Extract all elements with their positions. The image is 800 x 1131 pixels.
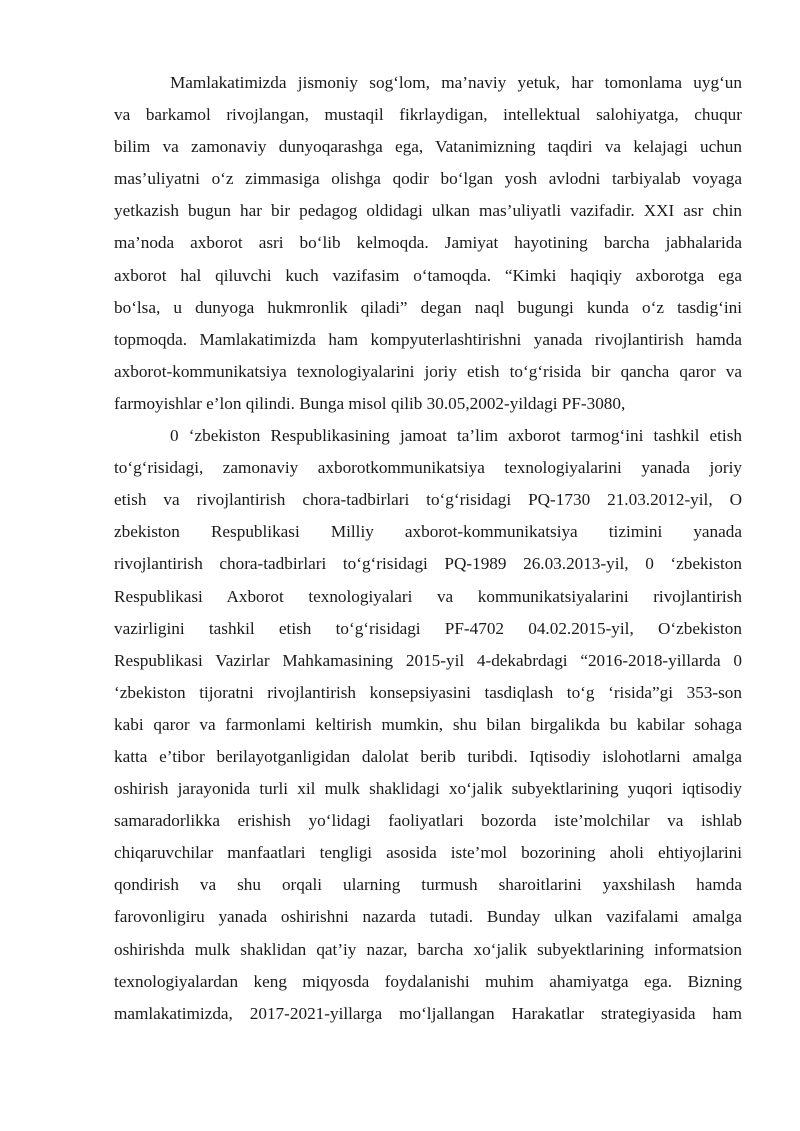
- text-line: ‘zbekiston tijoratni rivojlantirish konsepsiyasini tasdiqlash to‘g ‘risida”gi 353-son: [114, 682, 742, 702]
- text-line: qondirish va shu orqali ularning turmush sharoitlarini yaxshilash hamda: [114, 875, 742, 895]
- text-line: 0 ‘zbekiston Respublikasining jamoat ta’lim axborot tarmog‘ini tashkil etish: [170, 426, 742, 446]
- text-line: samaradorlikka erishish yo‘lidagi faoliyatlari bozorda iste’molchilar va ishlab: [114, 811, 742, 831]
- text-line: Respublikasi Vazirlar Mahkamasining 2015-yil 4-dekabrdagi “2016-2018-yillarda 0: [114, 650, 742, 670]
- text-line: katta e’tibor berilayotganligidan dalolat berib turibdi. Iqtisodiy islohotlarni amalga: [114, 746, 742, 766]
- text-line: kabi qaror va farmonlami keltirish mumkin, shu bilan birgalikda bu kabilar sohaga: [114, 714, 742, 734]
- text-line: to‘g‘risidagi, zamonaviy axborotkommunikatsiya texnologiyalarini yanada joriy: [114, 458, 742, 478]
- paragraph-1: [114, 67, 742, 420]
- text-line: vazirligini tashkil etish to‘g‘risidagi PF-4702 04.02.2015-yil, O‘zbekiston: [114, 618, 742, 638]
- body-text: [114, 67, 742, 1030]
- text-line: etish va rivojlantirish chora-tadbirlari to‘g‘risidagi PQ-1730 21.03.2012-yil, O: [114, 490, 742, 510]
- text-line: va barkamol rivojlangan, mustaqil fikrlaydigan, intellektual salohiyatga, chuqur: [114, 105, 742, 125]
- text-line: texnologiyalardan keng miqyosda foydalanishi muhim ahamiyatga ega. Bizning: [114, 971, 742, 991]
- text-line: zbekiston Respublikasi Milliy axborot-kommunikatsiya tizimini yanada: [114, 522, 742, 542]
- text-line: Respublikasi Axborot texnologiyalari va kommunikatsiyalarini rivojlantirish: [114, 586, 742, 606]
- text-line: yetkazish bugun har bir pedagog oldidagi ulkan mas’uliyatli vazifadir. XXI asr chin: [114, 201, 742, 221]
- text-line: ma’noda axborot asri bo‘lib kelmoqda. Jamiyat hayotining barcha jabhalarida: [114, 233, 742, 253]
- text-line: bo‘lsa, u dunyoga hukmronlik qiladi” degan naql bugungi kunda o‘z tasdig‘ini: [114, 297, 742, 317]
- text-line: oshirishda mulk shaklidan qat’iy nazar, barcha xo‘jalik subyektlarining informatsion: [114, 939, 742, 959]
- text-line: axborot hal qiluvchi kuch vazifasim o‘tamoqda. “Kimki haqiqiy axborotga ega: [114, 265, 742, 285]
- text-line: bilim va zamonaviy dunyoqarashga ega, Vatanimizning taqdiri va kelajagi uchun: [114, 137, 742, 157]
- text-line: farmoyishlar e’lon qilindi. Bunga misol qilib 30.05,2002-yildagi PF-3080,: [114, 393, 626, 413]
- text-line: farovonligiru yanada oshirishni nazarda tutadi. Bunday ulkan vazifalami amalga: [114, 907, 742, 927]
- text-line: Mamlakatimizda jismoniy sog‘lom, ma’naviy yetuk, har tomonlama uyg‘un: [170, 73, 742, 92]
- text-line: oshirish jarayonida turli xil mulk shaklidagi xo‘jalik subyektlarining yuqori iqtisodiy: [114, 779, 742, 799]
- text-line: chiqaruvchilar manfaatlari tengligi asosida iste’mol bozorining aholi ehtiyojlarini: [114, 843, 742, 863]
- text-line: rivojlantirish chora-tadbirlari to‘g‘risidagi PQ-1989 26.03.2013-yil, 0 ‘zbekiston: [114, 554, 742, 574]
- text-line: axborot-kommunikatsiya texnologiyalarini joriy etish to‘g‘risida bir qancha qaror va: [114, 361, 742, 381]
- text-line: topmoqda. Mamlakatimizda ham kompyuterlashtirishni yanada rivojlantirish hamda: [114, 329, 742, 349]
- text-line: mas’uliyatni o‘z zimmasiga olishga qodir bo‘lgan yosh avlodni tarbiyalab voyaga: [114, 169, 742, 189]
- paragraph-2: [114, 420, 742, 1030]
- text-line: mamlakatimizda, 2017-2021-yillarga mo‘ljallangan Harakatlar strategiyasida ham: [114, 1003, 742, 1023]
